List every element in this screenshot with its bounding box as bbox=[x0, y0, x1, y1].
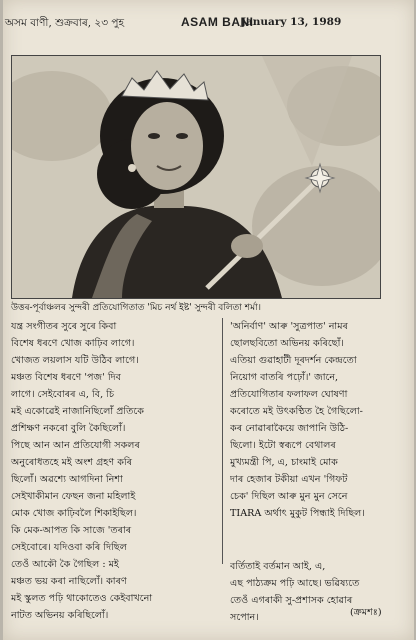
article-line: ছিলোঁ। অৱশ্যে আগদিনা নিশা bbox=[11, 474, 123, 485]
header-issue-info: অসম বাণী, শুক্ৰবাৰ, ২৩ পুহ bbox=[5, 17, 125, 29]
article-line: কি মেক-আপত কি সাজে 'তৰাৰ bbox=[11, 525, 132, 536]
article-line: তেওঁ এগৰাকী সু-প্ৰশাসক হোৱাৰ bbox=[230, 595, 353, 606]
article-line: এতিয়া গুৱাহাটী দূৰদৰ্শন কেন্দ্ৰতো bbox=[230, 355, 357, 366]
article-line: চেক' দিছিল আৰু মুন মুন সেনে bbox=[230, 491, 348, 502]
header-date: January 13, 1989 bbox=[241, 16, 342, 28]
column-divider bbox=[222, 318, 223, 564]
article-line: এছ পাঠ্যক্ৰম পঢ়ি আছে। ভৱিষ্যতে bbox=[230, 578, 360, 589]
portrait-photo bbox=[11, 55, 381, 299]
article-line: মই একোৱেই নাজানিছিলোঁ প্ৰতিকে bbox=[11, 406, 144, 417]
article-left-column bbox=[11, 318, 216, 624]
continued-marker: (ক্ৰমশঃ) bbox=[350, 607, 382, 618]
article-line: লাগে। সেইবোৰৰ এ, বি, চি bbox=[11, 389, 115, 400]
article-line: তেওঁ আকৌ কৈ গৈছিল : মই bbox=[11, 559, 119, 570]
article-line: কৰ নোৱাৰাকৈয়ে জাপানি উঠি- bbox=[230, 423, 349, 434]
article-line: TIARA অৰ্থাৎ মুকুট পিন্ধাই দিছিল। bbox=[230, 508, 365, 519]
article-line: প্ৰশিক্ষণ নকৰো বুলি কৈছিলোঁ। bbox=[11, 423, 126, 434]
article-line: মই স্কুলত পঢ়ি থাকোতেও কেইবাখনো bbox=[11, 593, 153, 604]
article-line: 'অনিৰ্বাণ' আৰু 'সুত্ৰপাত' নামৰ bbox=[230, 321, 348, 332]
article-line: পিছে আন আন প্ৰতিযোগী সকলৰ bbox=[11, 440, 140, 451]
newspaper-page bbox=[3, 0, 414, 640]
article-line: নিয়োগ বাতৰি পঢ়োঁ।' জানে, bbox=[230, 372, 339, 383]
article-line: খোজত লয়লাস যটি উঠিব লাগে। bbox=[11, 355, 139, 366]
article-right-column bbox=[230, 318, 408, 522]
article-line: দাৰ হেজাৰ টকীয়া এখন 'গিফট bbox=[230, 474, 348, 485]
photo-caption: উত্তৰ-পূৰ্বাঞ্চলৰ সুন্দৰী প্ৰতিযোগিতাত 'মিচ নৰ্থ ইষ্ট' সুন্দৰী বলিতা শৰ্মা। bbox=[11, 303, 261, 313]
article-line: বৰ্তিতাই বৰ্তমান আই, এ, bbox=[230, 561, 326, 572]
article-line: মঞ্চত বিশেষ ধৰণে 'পজ' দিব bbox=[11, 372, 121, 383]
article-line: সেইখাকীমান ফেছন জনা মহিলাই bbox=[11, 491, 136, 502]
article-line: সেইবোৰে। যদিওবা কৰি দিছিল bbox=[11, 542, 127, 553]
article-line: যন্ত্ৰ সংগীতৰ সুৰে সুৰে কিবা bbox=[11, 321, 117, 332]
article-line: অনুৰোধতহে মই অংশ গ্ৰহণ কৰি bbox=[11, 457, 133, 468]
article-line: মঞ্চত ভয় কৰা নাছিলোঁ। কাৰণ bbox=[11, 576, 127, 587]
article-line: ছিলো। ইটো স্বৰূপে বেথালৰ bbox=[230, 440, 336, 451]
article-line: কৰোতে মই উৎকণ্ঠিত হৈ গৈছিলো- bbox=[230, 406, 363, 417]
article-line: সপোন। bbox=[230, 612, 259, 623]
article-line: মোক খোজ কাঢ়িবলৈ শিকাইছিল। bbox=[11, 508, 137, 519]
article-line: প্ৰতিযোগিতাৰ ফলাফল ঘোষণা bbox=[230, 389, 348, 400]
article-line: ছোলছবিতো অভিনয় কৰিছোঁ। bbox=[230, 338, 344, 349]
article-line: নাটত অভিনয় কৰিছিলোঁ। bbox=[11, 610, 109, 621]
header-paper-name: ASAM BANI bbox=[181, 15, 254, 29]
portrait-illustration bbox=[12, 56, 380, 298]
page-header bbox=[3, 16, 408, 36]
article-line: মুখ্যমন্ত্ৰী পি, এ, চাংমাই মোক bbox=[230, 457, 338, 468]
article-line: বিশেষ ধৰণে খোজ কাঢ়িব লাগে। bbox=[11, 338, 135, 349]
